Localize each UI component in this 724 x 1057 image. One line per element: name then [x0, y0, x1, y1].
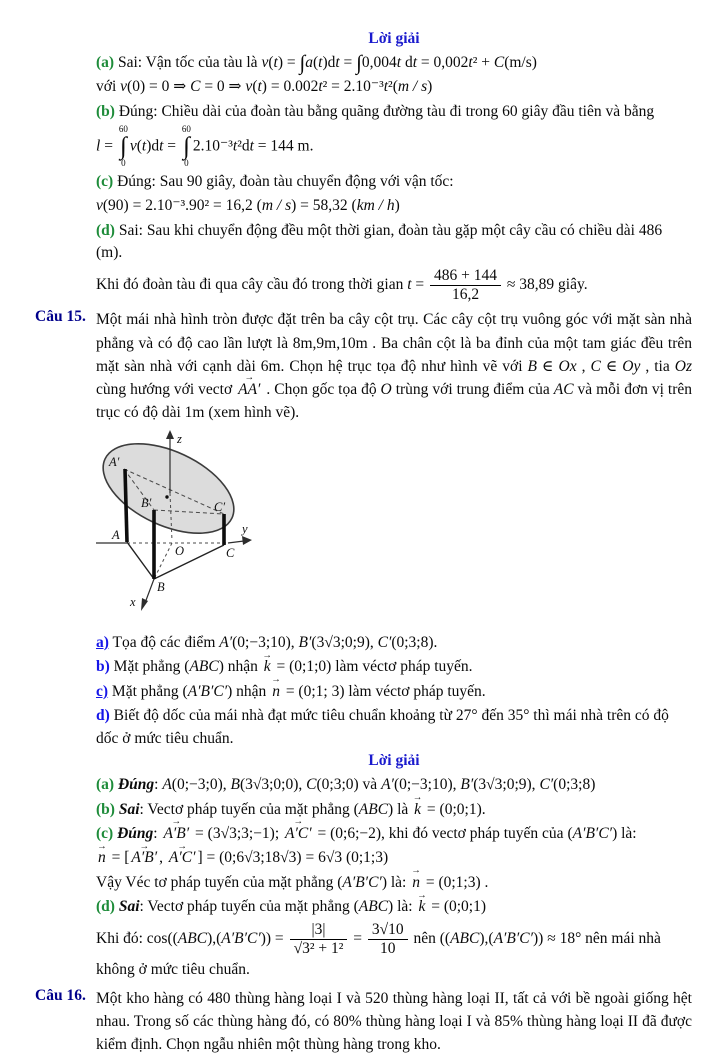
- text-segment: t: [249, 137, 254, 155]
- x-axis: [145, 579, 154, 603]
- text-segment: A′: [381, 776, 394, 794]
- text-segment: a: [305, 54, 313, 71]
- text-segment: ∈: [600, 357, 623, 375]
- vector-symbol: → A′B′: [161, 823, 191, 845]
- text-segment: O: [380, 381, 392, 399]
- text-segment: A′: [219, 633, 233, 651]
- text-segment: Một kho hàng có 480 thùng hàng loại I và 520 thùng hàng loại II, tất cả với bề ngoài giống hệt nhau. Trong số các thùng hàng đó, có 80% thùng hàng loại I và 85% thùng hàng loại II đã được kiểm định. Chọn ngẫu nhiên một thùng hàng trong kho.: [96, 989, 692, 1054]
- text-segment: d): [96, 707, 110, 725]
- solution-line: [96, 632, 692, 654]
- solution-line: [96, 195, 692, 217]
- text-segment: ABC: [358, 898, 389, 916]
- solution-heading: Lời giải: [368, 752, 420, 770]
- text-segment: )) =: [260, 929, 288, 947]
- text-segment: Oy: [622, 357, 641, 375]
- text-segment: ²(: [388, 78, 398, 96]
- text-segment: (0) = 0 ⇒: [127, 78, 191, 96]
- text-segment: Biết độ dốc của mái nhà đạt mức tiêu chuẩn khoảng từ 27° đến 35° thì mái nhà trên có độ dốc ở mức tiêu chuẩn.: [96, 707, 669, 747]
- text-segment: ∈: [537, 357, 559, 375]
- text-segment: t: [407, 275, 412, 293]
- text-segment: =: [349, 929, 366, 947]
- text-segment: a): [96, 633, 109, 651]
- text-segment: 0,004: [361, 54, 397, 71]
- label-y: y: [242, 521, 248, 536]
- label-B: B: [157, 579, 165, 594]
- vector-symbol: → n: [410, 872, 422, 894]
- text-segment: Mặt phẳng (: [109, 658, 190, 676]
- text-segment: (3√3;0;0),: [239, 776, 307, 794]
- text-segment: = (0;1;0) làm véctơ pháp tuyến.: [272, 658, 473, 676]
- text-segment: ) nhận: [227, 682, 271, 700]
- vector-symbol: → k: [262, 656, 273, 678]
- text-segment: = (3√3;3;−1);: [191, 824, 284, 842]
- text-segment: . Chọn gốc tọa độ: [262, 381, 381, 399]
- z-axis-arrow: [166, 430, 174, 439]
- text-segment: (: [312, 54, 319, 71]
- text-segment: v: [261, 54, 269, 71]
- text-segment: c): [96, 682, 109, 700]
- text-segment: (b): [96, 102, 115, 120]
- label-O: O: [175, 543, 185, 558]
- solution-line: [96, 774, 692, 796]
- question-15-label: Câu 15.: [35, 308, 86, 326]
- text-segment: (0;−3;10),: [393, 776, 461, 794]
- text-segment: ABC: [358, 800, 389, 818]
- text-segment: Sai: Vận tốc của tàu là: [114, 54, 262, 71]
- question-16: [35, 987, 692, 1057]
- text-segment: ² = 2.10⁻³: [322, 78, 384, 96]
- vector-symbol: → A′B′: [129, 847, 159, 869]
- text-segment: A′B′C′: [187, 682, 228, 700]
- text-segment: (: [268, 54, 274, 71]
- text-segment: = 0,002: [417, 54, 469, 71]
- text-segment: =: [339, 54, 357, 71]
- figure-3d: [90, 429, 326, 621]
- text-segment: Sai: Sau khi chuyển động đều một thời gian, đoàn tàu gặp một cây cầu có chiều dài 486 (m).: [96, 221, 663, 262]
- text-segment: ) là:: [381, 873, 411, 891]
- text-segment: Vậy Véc tơ pháp tuyến của mặt phẳng (: [96, 873, 343, 891]
- question-15: [35, 308, 692, 424]
- text-segment: ] = (0;6√3;18√3) = 6√3 (0;1;3): [197, 849, 389, 867]
- text-segment: (3√3;0;9),: [311, 633, 378, 651]
- text-segment: t: [318, 54, 323, 71]
- text-segment: ),(: [479, 929, 494, 947]
- text-segment: ) nhận: [218, 658, 262, 676]
- text-segment: :: [154, 776, 163, 794]
- text-segment: B: [527, 357, 538, 375]
- text-segment: ) là:: [388, 898, 417, 916]
- label-A: A: [112, 527, 120, 542]
- solution-line: [96, 896, 692, 918]
- text-segment: (d): [96, 221, 115, 239]
- question-15-text: [96, 308, 692, 424]
- vector-symbol: → n: [96, 847, 108, 869]
- solution-line: [96, 681, 692, 703]
- text-segment: t: [468, 54, 473, 71]
- text-segment: v: [120, 78, 128, 96]
- text-segment: l: [96, 137, 101, 155]
- text-segment: m / s: [397, 78, 428, 96]
- label-C: C: [226, 545, 235, 560]
- text-segment: và mỗi đơn vị trên trục có độ dài 1m (xem hình vẽ).: [96, 381, 692, 422]
- text-segment: (: [252, 78, 258, 96]
- text-segment: t: [159, 137, 164, 155]
- text-segment: Ox: [558, 357, 577, 375]
- text-segment: (m/s): [504, 54, 537, 71]
- text-segment: =: [100, 137, 117, 155]
- fraction: $\frac{486 + 144}{16,2}$: [428, 267, 503, 304]
- text-segment: t: [273, 54, 278, 71]
- text-segment: = 144 m.: [253, 137, 314, 155]
- text-segment: (b): [96, 800, 119, 818]
- text-segment: Đúng: [117, 776, 155, 794]
- solution-heading: Lời giải: [368, 30, 420, 47]
- text-segment: = (0;0;1): [427, 898, 487, 916]
- fraction: $\frac{3√10}{10}$: [366, 921, 410, 958]
- text-segment: ≈ 38,89 giây.: [503, 275, 588, 293]
- solution-line: [96, 921, 692, 958]
- text-segment: :: [153, 824, 162, 842]
- vector-symbol: → A′C′: [283, 823, 314, 845]
- text-segment: m / s: [261, 197, 292, 215]
- text-segment: km / h: [356, 197, 395, 215]
- question-15-items: [96, 632, 692, 750]
- text-segment: Khi đó đoàn tàu đi qua cây cầu đó trong thời gian: [96, 275, 408, 293]
- solution-line: [96, 959, 692, 981]
- solution-line: [96, 267, 692, 304]
- solution-line: [96, 52, 692, 74]
- text-segment: A′B′C′: [221, 929, 261, 947]
- text-segment: ABC: [450, 929, 480, 947]
- text-segment: ): [394, 197, 400, 215]
- text-segment: =: [163, 137, 180, 155]
- floor-edge-BC: [154, 545, 224, 579]
- x-axis-hidden: [154, 543, 172, 579]
- text-segment: (c): [96, 824, 118, 842]
- question-15-solution-lines: [96, 774, 692, 982]
- solution-line: [96, 76, 692, 98]
- solution-line: [96, 125, 692, 169]
- text-segment: ): [427, 78, 433, 96]
- text-segment: B′: [460, 776, 474, 794]
- text-segment: (3√3;0;9),: [473, 776, 540, 794]
- prev-solution-section: [96, 30, 692, 303]
- text-segment: (: [136, 137, 142, 155]
- label-C-prime: C′: [214, 499, 226, 514]
- roof-center-point: [165, 495, 168, 498]
- figure-container: [90, 429, 692, 626]
- text-segment: ∫: [299, 50, 306, 75]
- solution-line: [96, 847, 692, 869]
- text-segment: C: [306, 776, 317, 794]
- text-segment: t: [318, 78, 323, 96]
- text-segment: Tọa độ các điểm: [108, 633, 220, 651]
- text-segment: (a): [96, 776, 118, 794]
- text-segment: trùng với trung điểm của: [391, 381, 554, 399]
- text-segment: C′: [377, 633, 392, 651]
- text-segment: t: [141, 137, 147, 155]
- text-segment: Đúng: Sau 90 giây, đoàn tàu chuyển động với vận tốc:: [113, 172, 454, 190]
- text-segment: C: [190, 78, 201, 96]
- floor-edge-AB: [127, 542, 154, 579]
- text-segment: B′: [298, 633, 312, 651]
- text-segment: Khi đó: cos((: [96, 929, 178, 947]
- text-segment: ) = 58,32 (: [291, 197, 357, 215]
- text-segment: Oz: [674, 357, 692, 375]
- text-segment: ) =: [277, 54, 300, 71]
- text-segment: B: [230, 776, 240, 794]
- solution-line: [96, 872, 692, 894]
- label-A-prime: A′: [109, 454, 120, 469]
- text-segment: t: [412, 54, 418, 71]
- text-segment: : Vectơ pháp tuyến của mặt phẳng (: [139, 800, 359, 818]
- text-segment: (a): [96, 54, 115, 71]
- integral-with-limits: 60 ∫ 0: [181, 124, 191, 169]
- text-segment: v: [129, 137, 137, 155]
- question-16-text: [96, 987, 692, 1057]
- text-segment: C: [590, 357, 601, 375]
- question-15-body: [96, 429, 692, 982]
- text-segment: t: [383, 78, 389, 96]
- label-x: x: [130, 594, 136, 609]
- text-segment: ),(: [207, 929, 222, 947]
- text-segment: d: [401, 54, 413, 71]
- text-segment: = (0;1;3) .: [421, 873, 489, 891]
- text-segment: =: [411, 275, 429, 293]
- text-segment: ² +: [472, 54, 494, 71]
- text-segment: (d): [96, 898, 119, 916]
- text-segment: (90) = 2.10⁻³.90² = 16,2 (: [102, 197, 262, 215]
- y-axis-right: [228, 541, 244, 543]
- solution-line: [96, 101, 692, 123]
- text-segment: ) là:: [612, 824, 637, 842]
- text-segment: = (0;1; 3) làm véctơ pháp tuyến.: [281, 682, 486, 700]
- text-segment: A′B′C′: [493, 929, 534, 947]
- solution-line: [96, 220, 692, 265]
- text-segment: C: [493, 54, 505, 71]
- text-segment: )) ≈ 18° nên mái nhà: [533, 929, 661, 947]
- text-segment: ) = 0.002: [261, 78, 319, 96]
- text-segment: = (0;6;−2), khi đó vectơ pháp tuyến của (: [313, 824, 573, 842]
- text-segment: Đúng: [117, 824, 154, 842]
- text-segment: t: [396, 54, 402, 71]
- text-segment: Đúng: Chiều dài của đoàn tàu bằng quãng đường tàu đi trong 60 giây đầu tiên và bằng: [114, 102, 655, 120]
- text-segment: : Vectơ pháp tuyến của mặt phẳng (: [139, 898, 359, 916]
- text-segment: C′: [539, 776, 554, 794]
- text-segment: không ở mức tiêu chuẩn.: [96, 961, 250, 979]
- text-segment: (0;−3;10),: [232, 633, 299, 651]
- text-segment: (0;3;0) và: [316, 776, 382, 794]
- question-16-label: Câu 16.: [35, 986, 86, 1004]
- text-segment: v: [245, 78, 253, 96]
- vector-symbol: → n: [270, 681, 282, 703]
- text-segment: t: [257, 78, 262, 96]
- vector-symbol: → k: [412, 799, 423, 821]
- text-segment: )d: [146, 137, 160, 155]
- text-segment: )d: [322, 54, 336, 71]
- text-segment: (c): [96, 172, 114, 190]
- text-segment: Sai: [118, 800, 140, 818]
- text-segment: (0;−3;0),: [171, 776, 231, 794]
- label-z: z: [177, 431, 182, 446]
- text-segment: A: [162, 776, 172, 794]
- text-segment: (0;3;8).: [391, 633, 438, 651]
- text-segment: 2.10⁻³: [192, 137, 233, 155]
- prev-solution-lines: [96, 52, 692, 303]
- text-segment: ,: [576, 357, 591, 375]
- vector-symbol: → AA′: [236, 378, 262, 401]
- text-segment: Một mái nhà hình tròn được đặt trên ba cây cột trụ. Các cây cột trụ vuông góc với mặt sàn nhà phẳng và có độ cao lần lượt là 8m,9m,10m . Ba chân cột là ba đỉnh của một tam giác đều trên mặt sàn nhà với cạnh dài 6m. Chọn hệ trục tọa độ như hình vẽ với: [96, 311, 692, 375]
- text-segment: ABC: [177, 929, 208, 947]
- text-segment: = (0;0;1).: [423, 800, 486, 818]
- label-B-prime: B′: [141, 495, 152, 510]
- text-segment: ²d: [237, 137, 250, 155]
- text-segment: nên ((: [409, 929, 451, 947]
- text-segment: , tia: [640, 357, 675, 375]
- text-segment: (0;3;8): [553, 776, 596, 794]
- text-segment: ∫: [356, 50, 362, 75]
- text-segment: cùng hướng với vectơ: [96, 381, 237, 399]
- text-segment: v: [96, 197, 103, 215]
- text-segment: AC: [553, 381, 574, 399]
- text-segment: Sai: [118, 898, 140, 916]
- integral-with-limits: 60 ∫ 0: [118, 124, 128, 169]
- text-segment: = 0 ⇒: [200, 78, 246, 96]
- pillar-A: [125, 469, 127, 542]
- text-segment: = [: [107, 849, 130, 867]
- text-segment: ABC: [189, 658, 219, 676]
- text-segment: b): [96, 658, 110, 676]
- fraction: $\frac{|3|}{\text{√3² + 1²}}$: [288, 921, 350, 958]
- text-segment: t: [335, 54, 340, 71]
- y-axis-arrow: [242, 536, 252, 545]
- solution-line: [96, 171, 692, 193]
- text-segment: với: [96, 78, 121, 96]
- x-axis-arrow: [141, 598, 148, 611]
- solution-line: [96, 705, 692, 750]
- text-segment: A′B′C′: [572, 824, 613, 842]
- vector-symbol: → A′C′: [167, 847, 198, 869]
- text-segment: Mặt phẳng (: [108, 682, 188, 700]
- vector-symbol: → k: [416, 896, 427, 918]
- text-segment: A′B′C′: [342, 873, 382, 891]
- text-segment: t: [232, 137, 238, 155]
- solution-line: [96, 656, 692, 678]
- text-segment: ) là: [388, 800, 413, 818]
- text-segment: ,: [159, 849, 167, 867]
